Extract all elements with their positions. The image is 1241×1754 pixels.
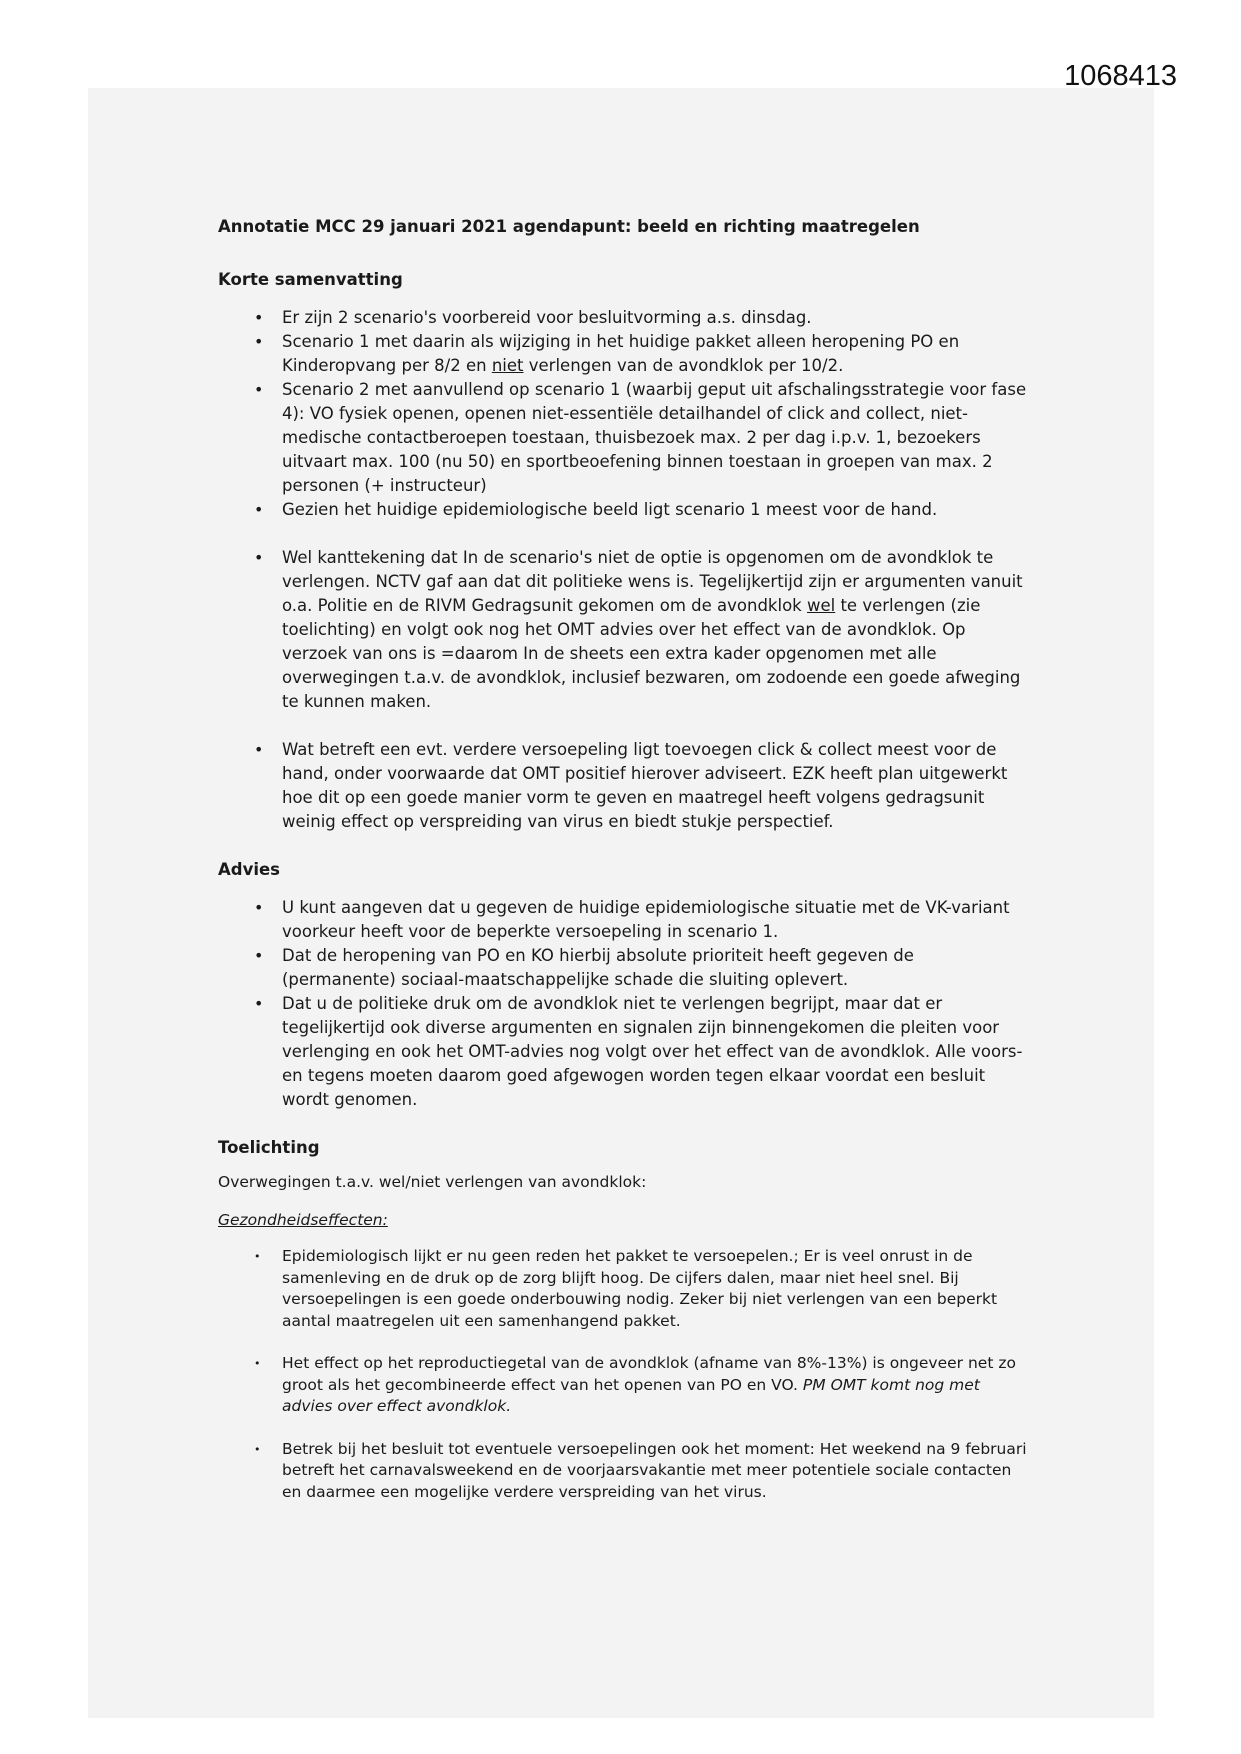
- list-item: • Dat u de politieke druk om de avondklok niet te verlengen begrijpt, maar dat er tegelijkertijd ook diverse argumenten en signalen zijn binnengekomen die pleiten voor verlenging en ook het OMT-advies nog volgt over het effect van de avondklok. Alle voors- en tegens moeten daarom goed afgewogen worden tegen elkaar voordat een besluit wordt genomen.: [218, 992, 1030, 1112]
- toelichting-intro: Overwegingen t.a.v. wel/niet verlengen van avondklok:: [218, 1173, 647, 1191]
- list-item: • Het effect op het reproductiegetal van de avondklok (afname van 8%-13%) is ongeveer net zo groot als het gecombineerde effect van het openen van PO en VO. PM OMT komt nog met advies over effect avondklok.: [218, 1353, 1030, 1418]
- advies-list: [218, 896, 1030, 1112]
- document-title: Annotatie MCC 29 januari 2021 agendapunt: beeld en richting maatregelen: [218, 217, 920, 236]
- list-item: • U kunt aangeven dat u gegeven de huidige epidemiologische situatie met de VK-variant voorkeur heeft voor de beperkte versoepeling in scenario 1.: [218, 896, 1030, 944]
- list-item: • Wel kanttekening dat In de scenario's niet de optie is opgenomen om de avondklok te verlengen. NCTV gaf aan dat dit politieke wens is. Tegelijkertijd zijn er argumenten vanuit o.a. Politie en de RIVM Gedragsunit gekomen om de avondklok wel te verlengen (zie toelichting) en volgt ook nog het OMT advies over het effect van de avondklok. Op verzoek van ons is =daarom In de sheets een extra kader opgenomen met alle overwegingen t.a.v. de avondklok, inclusief bezwaren, om zodoende een goede afweging te kunnen maken.: [218, 546, 1030, 714]
- document-number: 1068413: [1064, 60, 1177, 92]
- toelichting-heading: Toelichting: [218, 1138, 320, 1157]
- document-body: [218, 215, 1030, 1503]
- list-item: • Epidemiologisch lijkt er nu geen reden het pakket te versoepelen.; Er is veel onrust in de samenleving en de druk op de zorg blijft hoog. De cijfers dalen, maar niet heel snel. Bij versoepelingen is een goede onderbouwing nodig. Zeker bij niet verlengen van een beperkt aantal maatregelen uit een samenhangend pakket.: [218, 1246, 1030, 1332]
- advies-heading: Advies: [218, 860, 281, 879]
- summary-list: [218, 306, 1030, 834]
- list-item: • Scenario 2 met aanvullend op scenario 1 (waarbij geput uit afschalingsstrategie voor fase 4): VO fysiek openen, openen niet-essentiële detailhandel of click and collect, niet-medische contactberoepen toestaan, thuisbezoek max. 2 per dag i.p.v. 1, bezoekers uitvaart max. 100 (nu 50) en sportbeoefening binnen toestaan in groepen van max. 2 personen (+ instructeur): [218, 378, 1030, 498]
- list-item: • Dat de heropening van PO en KO hierbij absolute prioriteit heeft gegeven de (permanente) sociaal-maatschappelijke schade die sluiting oplevert.: [218, 944, 1030, 992]
- list-item: • Wat betreft een evt. verdere versoepeling ligt toevoegen click & collect meest voor de hand, onder voorwaarde dat OMT positief hierover adviseert. EZK heeft plan uitgewerkt hoe dit op een goede manier vorm te geven en maatregel heeft volgens gedragsunit weinig effect op verspreiding van virus en biedt stukje perspectief.: [218, 738, 1030, 834]
- list-item: • Gezien het huidige epidemiologische beeld ligt scenario 1 meest voor de hand.: [218, 498, 1030, 522]
- gezondheidseffecten-heading: Gezondheidseffecten:: [218, 1211, 388, 1229]
- list-item: • Scenario 1 met daarin als wijziging in het huidige pakket alleen heropening PO en Kinderopvang per 8/2 en niet verlengen van de avondklok per 10/2.: [218, 330, 1030, 378]
- summary-heading: Korte samenvatting: [218, 270, 403, 289]
- toelichting-list: [218, 1246, 1030, 1503]
- list-item: • Er zijn 2 scenario's voorbereid voor besluitvorming a.s. dinsdag.: [218, 306, 1030, 330]
- list-item: • Betrek bij het besluit tot eventuele versoepelingen ook het moment: Het weekend na 9 februari betreft het carnavalsweekend en de voorjaarsvakantie met meer potentiele sociale contacten en daarmee een mogelijke verdere verspreiding van het virus.: [218, 1439, 1030, 1504]
